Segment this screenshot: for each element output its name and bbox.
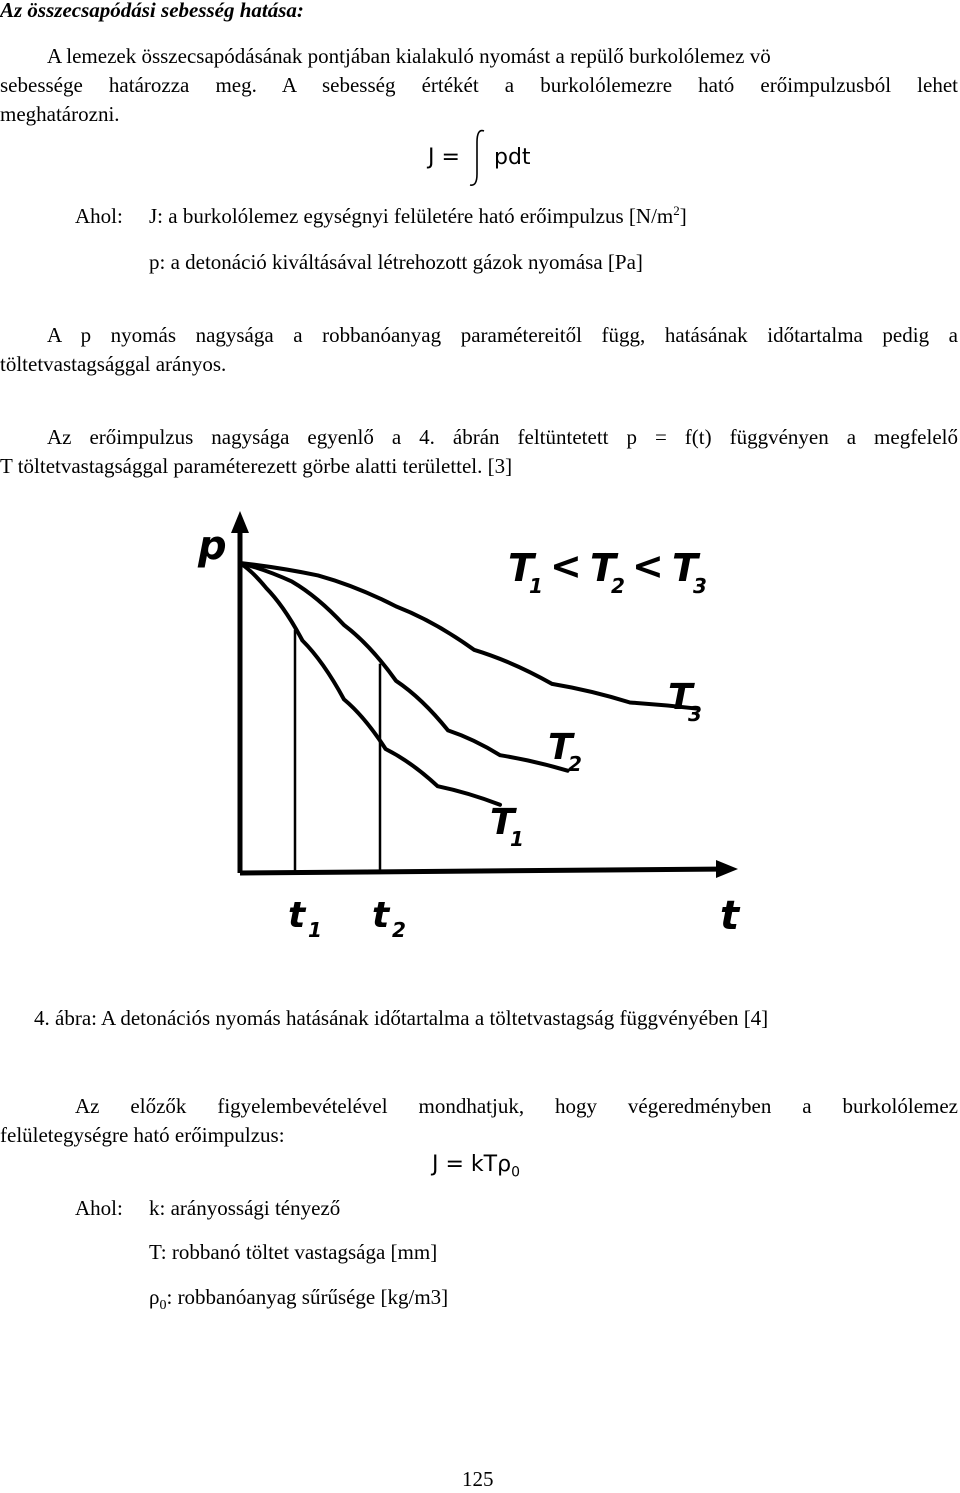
x-mark-label-1: t [288,895,306,936]
x-mark-sub-2: 2 [392,918,406,942]
legend-lt1: < [550,544,582,588]
x-mark-sub-1: 1 [308,918,322,942]
defs2-T: T: robbanó töltet vastagsága [mm] [149,1240,438,1264]
x-mark-label-2: t [372,895,390,936]
formula1-lhs: J = [428,145,460,170]
defs1-j: J: a burkolólemez egységnyi felületére ható erőimpulzus $[N/m^2]$ [149,203,687,228]
curve-label-sub-t2: 2 [568,752,582,776]
curve-label-t2: T [548,727,573,768]
integral-sign [467,128,489,188]
x-axis-label: t [720,893,740,939]
para1-line1: A lemezek összecsapódásának pontjában kialakuló nyomást a repülő burkolólemez vö [47,44,771,68]
figure-4-chart [190,489,770,944]
legend-t2: T [590,546,616,590]
legend-lt2: < [632,544,664,588]
curve-label-sub-t3: 3 [688,702,702,726]
para2-line2: töltetvastagsággal arányos. [0,352,227,376]
para4-line2: felületegységre ható erőimpulzus: [0,1123,285,1147]
page-number: 125 [462,1467,494,1491]
para1-line2: sebessége határozza meg. A sebesség értékét a burkolólemezre ható erőimpulzusból lehet [0,73,958,97]
legend-t3-sub: 3 [693,574,707,598]
y-axis-label: p [198,523,227,569]
defs2-rho: $\rho_0$: robbanóanyag sűrűsége [kg/m3] [149,1285,449,1314]
legend-t2-sub: 2 [611,574,625,598]
defs2-k: k: arányossági tényező [149,1196,341,1220]
legend-t3: T [672,546,698,590]
curve-label-t3: T [668,677,693,718]
curve-label-sub-t1: 1 [510,827,524,851]
legend-t1-sub: 1 [529,574,543,598]
legend-t1: T [508,546,534,590]
para2-line1: A p nyomás nagysága a robbanóanyag paramétereitől függ, hatásának időtartalma pedig a [47,323,958,347]
para1-line3: meghatározni. [0,102,120,126]
formula2: J = kTρ$_0$ [432,1152,520,1181]
defs1-ahol: Ahol: [75,204,123,228]
figure-caption: 4. ábra: A detonációs nyomás hatásának időtartalma a töltetvastagság függvényében [4] [34,1006,769,1030]
defs2-ahol: Ahol: [75,1196,123,1220]
para4-line1: Az előzők figyelembevételével mondhatjuk, hogy végeredményben a burkolólemez [75,1094,958,1118]
para3-line2: T töltetvastagsággal paraméterezett görbe alatti területtel. [3] [0,454,513,478]
formula1-rhs: pdt [494,145,531,170]
defs1-p: p: a detonáció kiváltásával létrehozott gázok nyomása [Pa] [149,250,643,274]
section-title: Az összecsapódási sebesség hatása: [0,0,304,22]
para3-line1: Az erőimpulzus nagysága egyenlő a 4. ábrán feltüntetett p = f(t) függvényen a megfelelő [47,425,958,449]
curve-label-t1: T [490,802,515,843]
